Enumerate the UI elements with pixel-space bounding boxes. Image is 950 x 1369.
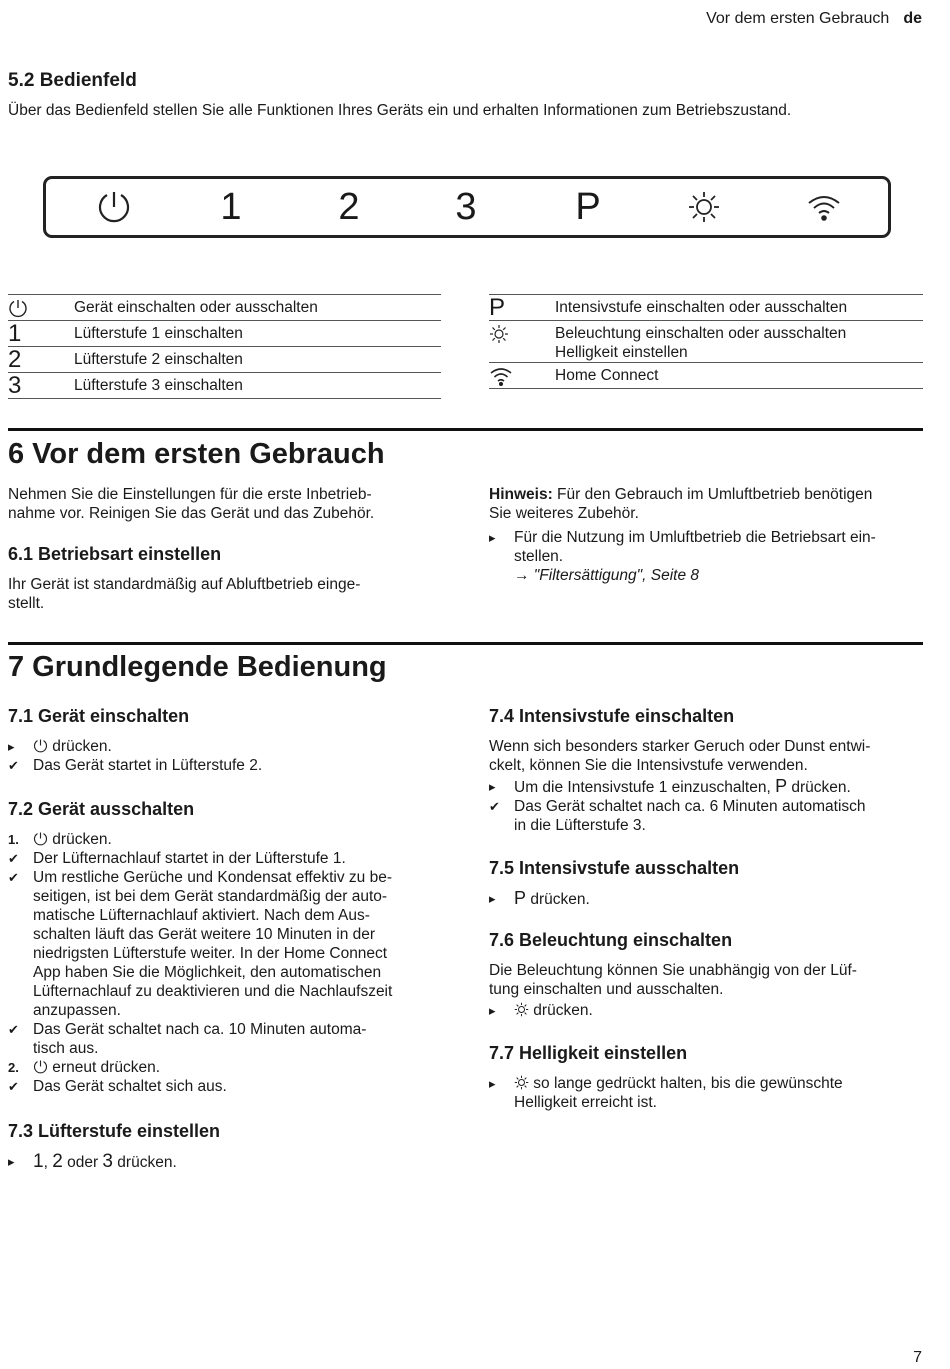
- bullet-icon: ▸: [489, 891, 496, 906]
- result-text: Der Lüfternachlauf startet in der Lüfterstufe 1.: [33, 850, 346, 867]
- light-icon: [674, 179, 734, 235]
- step-text: erneut drücken.: [48, 1059, 161, 1076]
- section-6-1-text: [8, 575, 448, 613]
- text-line: nahme vor. Reinigen Sie das Gerät und das Zubehör.: [8, 505, 375, 522]
- legend-row: [489, 295, 923, 321]
- light-icon: [514, 1002, 529, 1017]
- text-line: App haben Sie die Möglichkeit, den automatischen: [33, 964, 382, 981]
- section-rule: [8, 642, 923, 645]
- section-7-4-body: [489, 737, 929, 835]
- light-icon: [489, 324, 555, 344]
- legend-text: Lüfterstufe 2 einschalten: [74, 350, 243, 368]
- legend-symbol: 2: [8, 345, 22, 373]
- hint-text: Für den Gebrauch im Umluftbetrieb benötigen: [552, 486, 873, 503]
- text-line: Die Beleuchtung können Sie unabhängig von der Lüf-: [489, 962, 857, 979]
- list-item: [8, 868, 448, 1020]
- power-icon: [8, 298, 74, 318]
- check-icon: ✔: [8, 1079, 19, 1094]
- section-7-3-body: [8, 1152, 448, 1172]
- section-7-1-body: [8, 737, 448, 775]
- section-7-3-title: 7.3 Lüfterstufe einstellen: [8, 1121, 221, 1141]
- list-item: [8, 1077, 448, 1096]
- list-item: [489, 797, 929, 835]
- bullet-icon: ▸: [8, 739, 15, 754]
- panel-key-1: 1: [220, 185, 242, 228]
- step-text: Helligkeit erreicht ist.: [514, 1094, 657, 1111]
- text: drücken.: [113, 1154, 177, 1171]
- step-text: drücken.: [48, 831, 112, 848]
- list-item: [489, 777, 929, 797]
- power-icon: [33, 1059, 48, 1074]
- legend-text: Beleuchtung einschalten oder ausschalten: [555, 325, 847, 342]
- text-line: Lüfternachlauf zu deaktivieren und die Nachlaufszeit: [33, 983, 393, 1000]
- step-text: drücken.: [787, 779, 851, 796]
- text-line: Ihr Gerät ist standardmäßig auf Abluftbetrieb einge-: [8, 576, 361, 593]
- section-7-5-body: [489, 889, 929, 909]
- list-item: [8, 756, 448, 775]
- hint-label: Hinweis:: [489, 486, 553, 503]
- text-line: ckelt, können Sie die Intensivstufe verwenden.: [489, 757, 808, 774]
- hint-box: [489, 485, 929, 585]
- check-icon: ✔: [489, 799, 500, 814]
- key-p: P: [514, 888, 527, 908]
- list-item: [489, 889, 929, 909]
- text-line: Nehmen Sie die Einstellungen für die erste Inbetrieb-: [8, 486, 372, 503]
- legend-text: Intensivstufe einschalten oder ausschalten: [555, 298, 848, 316]
- panel-key-p: P: [575, 185, 601, 228]
- text-line: anzupassen.: [33, 1002, 121, 1019]
- text-line: Um restliche Gerüche und Kondensat effektiv zu be-: [33, 869, 392, 886]
- wifi-icon: [794, 179, 854, 235]
- list-item: [8, 1020, 448, 1058]
- list-item: [489, 1001, 929, 1020]
- step-text: Um die Intensivstufe 1 einzuschalten,: [514, 779, 776, 796]
- running-header: [706, 10, 922, 28]
- legend-text: Lüfterstufe 1 einschalten: [74, 324, 243, 342]
- section-6-title: 6 Vor dem ersten Gebrauch: [8, 438, 385, 470]
- step-text: Für die Nutzung im Umluftbetrieb die Betriebsart ein-: [514, 529, 876, 546]
- text-line: Das Gerät schaltet nach ca. 10 Minuten automa-: [33, 1021, 367, 1038]
- legend-left: [8, 294, 441, 399]
- text-line: tung einschalten und ausschalten.: [489, 981, 724, 998]
- legend-symbol: 3: [8, 371, 22, 399]
- section-7-4-title: 7.4 Intensivstufe einschalten: [489, 706, 735, 726]
- bullet-icon: ▸: [489, 1076, 496, 1091]
- page-number: 7: [913, 1349, 922, 1366]
- legend-row: [489, 321, 923, 363]
- text-line: seitigen, ist bei dem Gerät standardmäßig der auto-: [33, 888, 388, 905]
- step-text: drücken.: [529, 1002, 593, 1019]
- bullet-icon: ▸: [489, 530, 496, 545]
- section-7-title: 7 Grundlegende Bedienung: [8, 651, 387, 683]
- key-1: 1: [33, 1151, 44, 1172]
- check-icon: ✔: [8, 1022, 19, 1037]
- section-7-7-title: 7.7 Helligkeit einstellen: [489, 1043, 688, 1063]
- text-line: matische Lüfternachlauf aktiviert. Nach dem Aus-: [33, 907, 370, 924]
- key-3: 3: [102, 1151, 113, 1172]
- result-text: Das Gerät schaltet sich aus.: [33, 1078, 227, 1095]
- step-number: 2.: [8, 1060, 19, 1075]
- result-text: Das Gerät startet in Lüfterstufe 2.: [33, 757, 263, 774]
- legend-row: [8, 373, 441, 399]
- panel-key-3: 3: [455, 185, 477, 228]
- section-6-1-title: 6.1 Betriebsart einstellen: [8, 544, 222, 564]
- legend-text: Home Connect: [555, 366, 659, 384]
- power-icon: [33, 831, 48, 846]
- text-line: Wenn sich besonders starker Geruch oder Dunst entwi-: [489, 738, 871, 755]
- legend-symbol: 1: [8, 319, 22, 347]
- control-panel-diagram: [43, 176, 891, 238]
- text-line: in die Lüfterstufe 3.: [514, 817, 646, 834]
- legend-text: Gerät einschalten oder ausschalten: [74, 298, 318, 316]
- text-line: Das Gerät schaltet nach ca. 6 Minuten automatisch: [514, 798, 866, 815]
- key-p: P: [775, 776, 788, 796]
- list-item: [8, 737, 448, 756]
- list-item: [8, 830, 448, 849]
- step-number: 1.: [8, 832, 19, 847]
- section-7-2-body: [8, 830, 448, 1096]
- legend-row: [8, 347, 441, 373]
- panel-key-2: 2: [338, 185, 360, 228]
- section-7-2-title: 7.2 Gerät ausschalten: [8, 799, 195, 819]
- wifi-icon: [489, 366, 555, 386]
- section-7-1-title: 7.1 Gerät einschalten: [8, 706, 190, 726]
- header-section: Vor dem ersten Gebrauch: [706, 10, 890, 27]
- text: oder: [62, 1154, 103, 1171]
- key-2: 2: [52, 1151, 63, 1172]
- separator: ,: [43, 1154, 53, 1171]
- section-rule: [8, 428, 923, 431]
- list-item: [489, 528, 929, 585]
- legend-right: [489, 294, 923, 389]
- header-lang: de: [903, 10, 922, 27]
- check-icon: ✔: [8, 870, 19, 885]
- legend-text: Lüfterstufe 3 einschalten: [74, 376, 243, 394]
- step-text: drücken.: [48, 738, 112, 755]
- bullet-icon: ▸: [489, 779, 496, 794]
- step-text: so lange gedrückt halten, bis die gewünschte: [529, 1075, 843, 1092]
- legend-row: [8, 295, 441, 321]
- light-icon: [514, 1075, 529, 1090]
- section-5-2-title: 5.2 Bedienfeld: [8, 70, 137, 91]
- list-item: [8, 849, 448, 868]
- section-6-intro: [8, 485, 448, 523]
- hint-text: Sie weiteres Zubehör.: [489, 505, 639, 522]
- cross-reference-link[interactable]: → "Filtersättigung", Seite 8: [514, 567, 700, 584]
- legend-text-2: Helligkeit einstellen: [555, 344, 688, 361]
- legend-symbol: P: [489, 293, 506, 321]
- section-7-7-body: [489, 1074, 929, 1112]
- step-text: drücken.: [526, 891, 590, 908]
- power-icon: [84, 179, 144, 235]
- list-item: [489, 1074, 929, 1112]
- text-line: tisch aus.: [33, 1040, 99, 1057]
- legend-row: [489, 363, 923, 389]
- section-7-6-body: [489, 961, 929, 1020]
- list-item: [8, 1058, 448, 1077]
- section-7-5-title: 7.5 Intensivstufe ausschalten: [489, 858, 740, 878]
- legend-row: [8, 321, 441, 347]
- text-line: schalten läuft das Gerät weitere 10 Minuten in der: [33, 926, 376, 943]
- check-icon: ✔: [8, 851, 19, 866]
- section-5-2-intro: Über das Bedienfeld stellen Sie alle Funktionen Ihres Geräts ein und erhalten Informationen zum Betriebszustand.: [8, 102, 792, 119]
- step-text: stellen.: [514, 548, 564, 565]
- section-7-6-title: 7.6 Beleuchtung einschalten: [489, 930, 733, 950]
- list-item: [8, 1152, 448, 1172]
- power-icon: [33, 738, 48, 753]
- bullet-icon: ▸: [8, 1154, 15, 1169]
- text-line: stellt.: [8, 595, 45, 612]
- check-icon: ✔: [8, 758, 19, 773]
- text-line: niedrigsten Lüfterstufe weiter. In der Home Connect: [33, 945, 388, 962]
- bullet-icon: ▸: [489, 1003, 496, 1018]
